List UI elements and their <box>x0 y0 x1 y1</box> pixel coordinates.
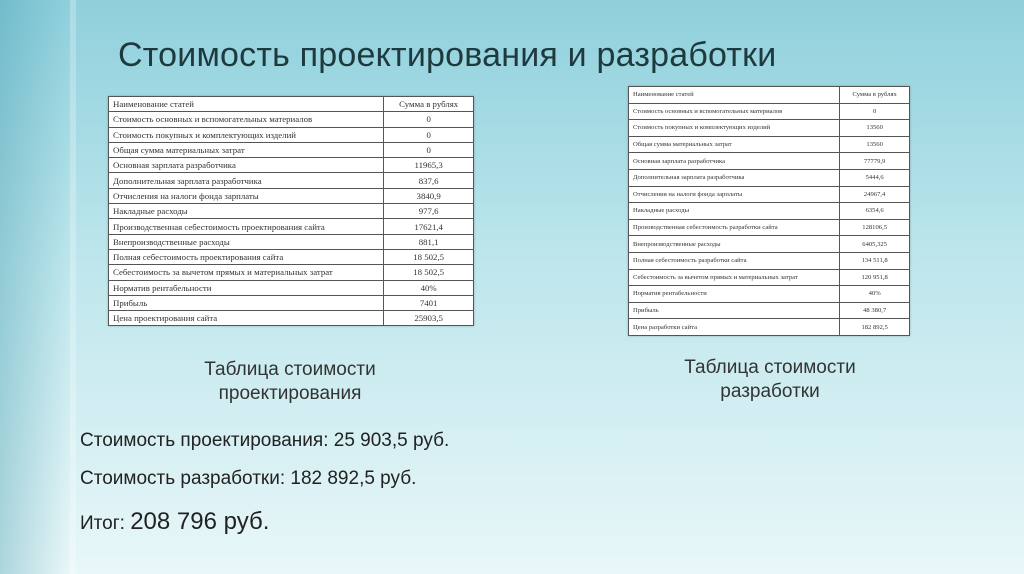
cell-item-name: Прибыль <box>629 302 840 319</box>
design-cost-table <box>108 96 474 326</box>
cell-item-name: Стоимость покупных и комплектующих изделий <box>109 127 384 142</box>
cell-item-name: Полная себестоимость разработки сайта <box>629 252 840 269</box>
decorative-left-stripe <box>70 0 76 574</box>
cell-amount: 11965,3 <box>384 158 474 173</box>
table-row <box>109 219 474 234</box>
cell-amount: 182 892,5 <box>840 319 910 336</box>
cell-amount: 0 <box>384 142 474 157</box>
cell-amount: 0 <box>840 103 910 120</box>
table-row <box>629 236 910 253</box>
cell-amount: 134 511,8 <box>840 252 910 269</box>
development-table-caption: Таблица стоимости разработки <box>684 357 856 402</box>
cell-item-name: Внепроизводственные расходы <box>109 234 384 249</box>
table-row <box>109 173 474 188</box>
cell-amount: 40% <box>384 280 474 295</box>
total-value: 208 796 руб. <box>130 508 270 535</box>
table-row <box>629 302 910 319</box>
total-label: Итог: <box>80 513 131 534</box>
cell-item-name: Отчисления на налоги фонда зарплаты <box>629 186 840 203</box>
cell-item-name: Прибыль <box>109 295 384 310</box>
cell-item-name: Норматив рентабельности <box>109 280 384 295</box>
cell-amount: 18 502,5 <box>384 265 474 280</box>
cell-amount: 837,6 <box>384 173 474 188</box>
table-row <box>629 203 910 220</box>
design-table-caption: Таблица стоимости проектирования <box>204 359 376 404</box>
table-header-row <box>109 97 474 112</box>
table-row <box>109 127 474 142</box>
cell-amount: 18 502,5 <box>384 249 474 264</box>
header-cell-item: Наименование статей <box>629 87 840 104</box>
cell-amount: 3840,9 <box>384 188 474 203</box>
table-row <box>629 103 910 120</box>
cell-item-name: Норматив рентабельности <box>629 286 840 303</box>
cell-item-name: Себестоимость за вычетом прямых и материальных затрат <box>109 265 384 280</box>
header-cell-amount: Сумма в рублях <box>384 97 474 112</box>
table-row <box>629 269 910 286</box>
table-row <box>109 249 474 264</box>
table-row <box>109 265 474 280</box>
table-header-row <box>629 87 910 104</box>
table-row <box>629 169 910 186</box>
cell-amount: 6405,325 <box>840 236 910 253</box>
cell-item-name: Цена разработки сайта <box>629 319 840 336</box>
cell-amount: 977,6 <box>384 204 474 219</box>
cell-item-name: Дополнительная зарплата разработчика <box>629 169 840 186</box>
table-row <box>109 158 474 173</box>
cell-item-name: Стоимость покупных и комплектующих изделий <box>629 120 840 137</box>
cell-amount: 13560 <box>840 136 910 153</box>
cell-amount: 48 380,7 <box>840 302 910 319</box>
header-cell-item: Наименование статей <box>109 97 384 112</box>
cell-item-name: Внепроизводственные расходы <box>629 236 840 253</box>
table-row <box>629 219 910 236</box>
development-cost-table <box>628 86 910 336</box>
slide-title: Стоимость проектирования и разработки <box>118 36 777 74</box>
cell-amount: 17621,4 <box>384 219 474 234</box>
cell-item-name: Накладные расходы <box>109 204 384 219</box>
table-row <box>629 186 910 203</box>
cell-amount: 40% <box>840 286 910 303</box>
table-row <box>629 319 910 336</box>
cell-item-name: Основная зарплата разработчика <box>629 153 840 170</box>
table-row <box>109 188 474 203</box>
cell-amount: 24967,4 <box>840 186 910 203</box>
decorative-left-band <box>0 0 70 574</box>
cell-item-name: Стоимость основных и вспомогательных материалов <box>109 112 384 127</box>
header-cell-amount: Сумма в рублях <box>840 87 910 104</box>
cell-item-name: Общая сумма материальных затрат <box>629 136 840 153</box>
cell-item-name: Общая сумма материальных затрат <box>109 142 384 157</box>
cell-item-name: Дополнительная зарплата разработчика <box>109 173 384 188</box>
cell-amount: 0 <box>384 112 474 127</box>
table-row <box>629 136 910 153</box>
cell-item-name: Полная себестоимость проектирования сайта <box>109 249 384 264</box>
cell-amount: 5444,6 <box>840 169 910 186</box>
cell-item-name: Основная зарплата разработчика <box>109 158 384 173</box>
cell-amount: 128106,5 <box>840 219 910 236</box>
cell-item-name: Цена проектирования сайта <box>109 311 384 326</box>
cell-amount: 25903,5 <box>384 311 474 326</box>
table-row <box>629 120 910 137</box>
table-row <box>629 153 910 170</box>
cell-amount: 77779,9 <box>840 153 910 170</box>
table-row <box>109 295 474 310</box>
cell-amount: 881,1 <box>384 234 474 249</box>
cell-item-name: Отчисления на налоги фонда зарплаты <box>109 188 384 203</box>
cell-amount: 13560 <box>840 120 910 137</box>
table-row <box>109 234 474 249</box>
cell-item-name: Стоимость основных и вспомогательных материалов <box>629 103 840 120</box>
table-row <box>109 311 474 326</box>
cell-item-name: Производственная себестоимость разработки сайта <box>629 219 840 236</box>
total-summary <box>80 508 269 536</box>
cell-amount: 7401 <box>384 295 474 310</box>
cell-item-name: Производственная себестоимость проектирования сайта <box>109 219 384 234</box>
cell-amount: 0 <box>384 127 474 142</box>
development-cost-summary: Стоимость разработки: 182 892,5 руб. <box>80 468 417 489</box>
table-row <box>109 280 474 295</box>
table-row <box>109 204 474 219</box>
cell-item-name: Себестоимость за вычетом прямых и материальных затрат <box>629 269 840 286</box>
table-row <box>629 252 910 269</box>
cell-amount: 6354,6 <box>840 203 910 220</box>
cell-amount: 120 951,8 <box>840 269 910 286</box>
design-cost-summary: Стоимость проектирования: 25 903,5 руб. <box>80 430 450 451</box>
table-row <box>629 286 910 303</box>
table-row <box>109 142 474 157</box>
cell-item-name: Накладные расходы <box>629 203 840 220</box>
table-row <box>109 112 474 127</box>
